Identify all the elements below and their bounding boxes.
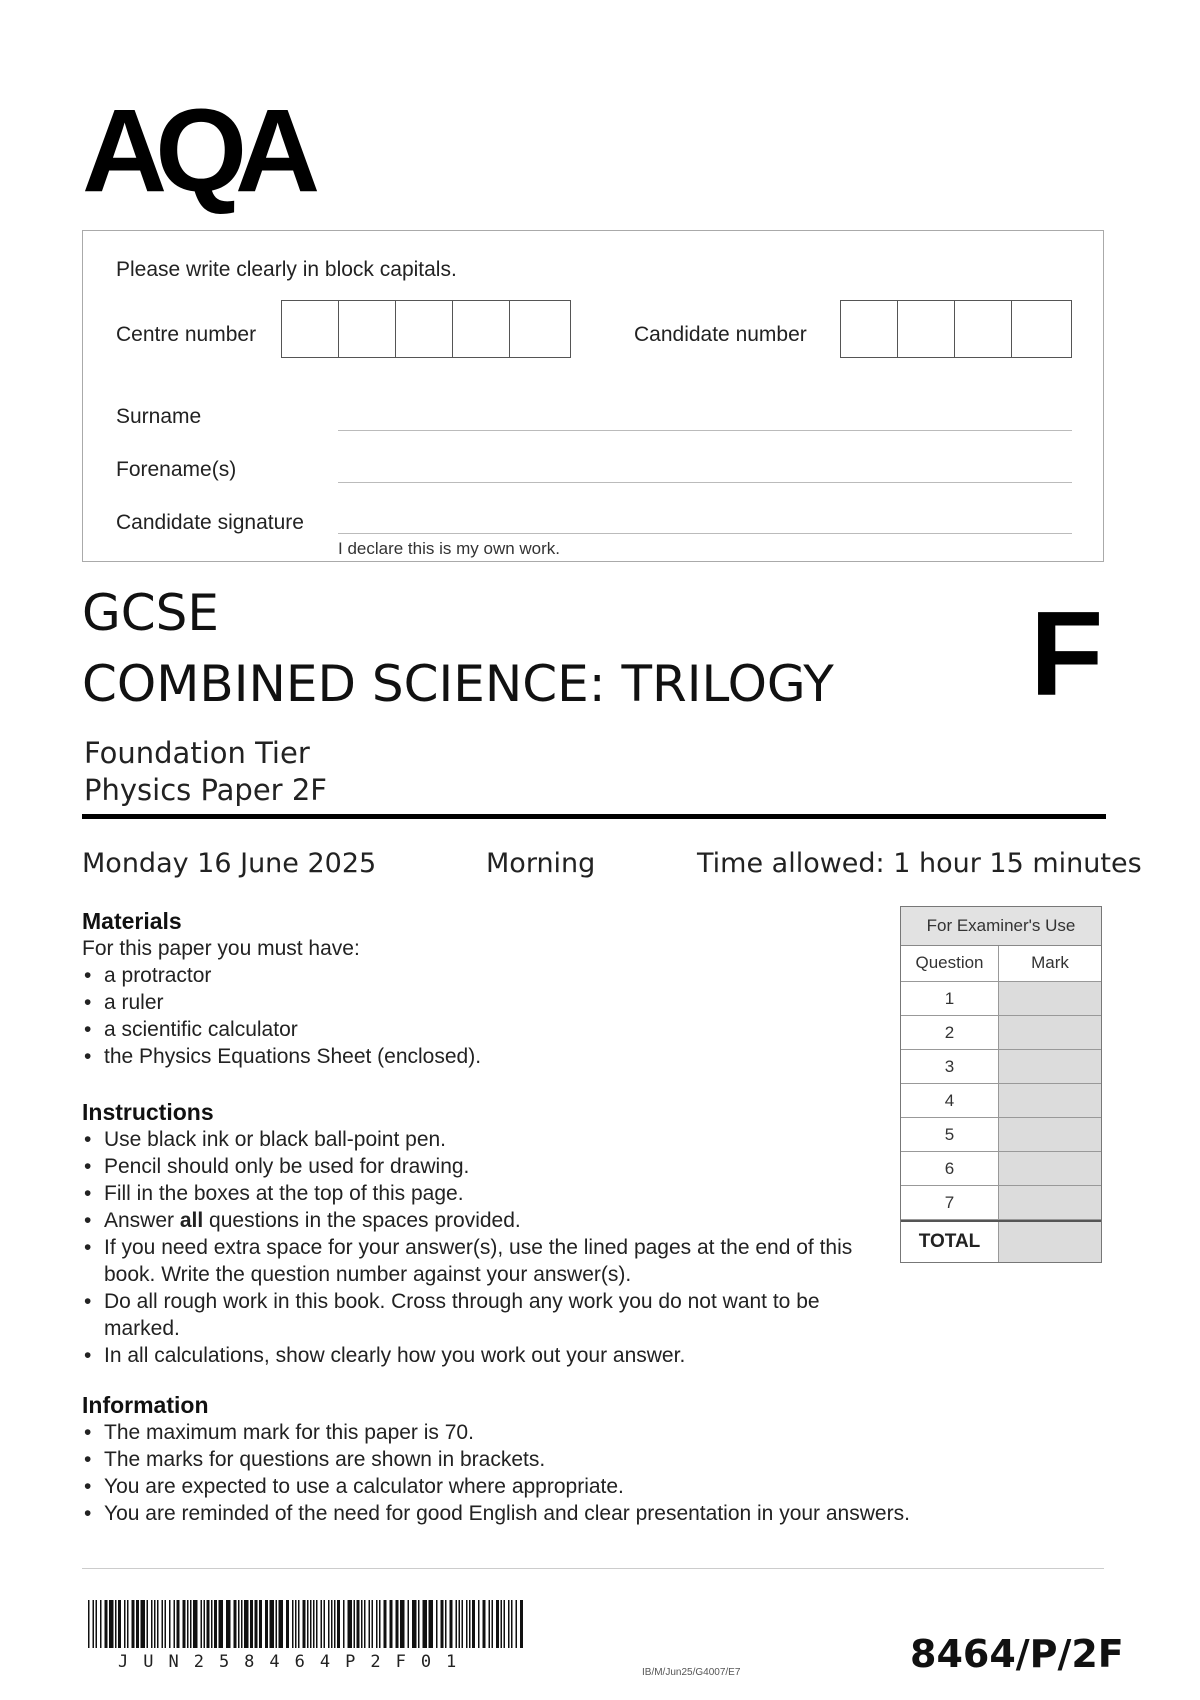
barcode-bar — [472, 1600, 475, 1648]
question-number: 1 — [901, 982, 999, 1015]
barcode-bar — [193, 1600, 198, 1648]
centre-number-digit-box[interactable] — [396, 301, 453, 357]
barcode-bar — [234, 1600, 237, 1648]
information-list — [82, 1419, 1082, 1527]
mark-cell — [999, 1050, 1101, 1083]
mark-cell — [999, 1152, 1101, 1185]
table-row — [901, 982, 1101, 1016]
barcode-image — [88, 1600, 528, 1650]
barcode-bar — [241, 1600, 243, 1648]
barcode-bar — [124, 1600, 126, 1648]
barcode-bar — [88, 1600, 90, 1648]
centre-number-digit-box[interactable] — [282, 301, 339, 357]
barcode-bar — [396, 1600, 399, 1648]
list-item: • You are expected to use a calculator where appropriate. — [82, 1473, 1082, 1500]
barcode-bar — [303, 1600, 306, 1648]
question-number: 6 — [901, 1152, 999, 1185]
barcode-number: JUN258464P2F01 — [118, 1652, 472, 1672]
barcode-bar — [141, 1600, 146, 1648]
question-column-header: Question — [901, 946, 999, 981]
barcode-bar — [204, 1600, 206, 1648]
barcode-bar — [450, 1600, 453, 1648]
centre-number-boxes[interactable] — [281, 300, 571, 358]
materials-intro: For this paper you must have: — [82, 937, 360, 960]
signature-label: Candidate signature — [116, 511, 304, 534]
barcode-bar — [321, 1600, 323, 1648]
footer-divider — [82, 1568, 1104, 1569]
barcode-bar — [265, 1600, 268, 1648]
table-row — [901, 1050, 1101, 1084]
barcode-bar — [489, 1600, 491, 1648]
candidate-number-label: Candidate number — [634, 323, 807, 346]
examiner-table-header-row — [901, 946, 1101, 982]
title-divider — [82, 814, 1106, 819]
barcode-bar — [279, 1600, 284, 1648]
materials-list — [82, 962, 882, 1070]
barcode-bar — [100, 1600, 102, 1648]
barcode-bar — [418, 1600, 420, 1648]
list-item: • a protractor — [82, 962, 882, 989]
barcode-bar — [384, 1600, 387, 1648]
barcode-bar — [162, 1600, 164, 1648]
mark-cell — [999, 1084, 1101, 1117]
barcode-bar — [310, 1600, 312, 1648]
question-number: 7 — [901, 1186, 999, 1219]
barcode-bar — [354, 1600, 356, 1648]
barcode-bar — [508, 1600, 510, 1648]
barcode-bar — [429, 1600, 434, 1648]
subject-title: COMBINED SCIENCE: TRILOGY — [82, 655, 834, 713]
block-capitals-instruction: Please write clearly in block capitals. — [116, 258, 457, 281]
barcode-bar — [93, 1600, 95, 1648]
barcode-bar — [357, 1600, 360, 1648]
barcode-bar — [313, 1600, 315, 1648]
table-row — [901, 1016, 1101, 1050]
list-item: • The marks for questions are shown in brackets. — [82, 1446, 1082, 1473]
barcode-bar — [157, 1600, 159, 1648]
candidate-number-digit-box[interactable] — [841, 301, 898, 357]
barcode-bar — [492, 1600, 494, 1648]
examiner-use-table — [900, 906, 1102, 1263]
candidate-number-digit-box[interactable] — [898, 301, 955, 357]
instructions-section — [82, 1099, 882, 1369]
barcode-bar — [201, 1600, 203, 1648]
list-item: • The maximum mark for this paper is 70. — [82, 1419, 1082, 1446]
forenames-label: Forename(s) — [116, 458, 237, 481]
barcode-bar — [151, 1600, 153, 1648]
aqa-logo: AQA — [82, 85, 309, 217]
information-heading: Information — [82, 1392, 209, 1418]
barcode-bar — [361, 1600, 363, 1648]
barcode-bar — [334, 1600, 336, 1648]
barcode-bar — [259, 1600, 262, 1648]
paper-code: 8464/P/2F — [910, 1632, 1124, 1676]
barcode-bar — [316, 1600, 318, 1648]
mark-cell — [999, 1118, 1101, 1151]
barcode-bar — [115, 1600, 117, 1648]
instructions-list — [82, 1126, 882, 1369]
barcode-bar — [504, 1600, 506, 1648]
centre-number-digit-box[interactable] — [510, 301, 567, 357]
list-item: • Do all rough work in this book. Cross through any work you do not want to be marked. — [82, 1288, 882, 1342]
barcode-bar — [400, 1600, 405, 1648]
barcode-bar — [183, 1600, 186, 1648]
tier-letter: F — [1030, 587, 1104, 721]
list-item: • Pencil should only be used for drawing. — [82, 1153, 882, 1180]
barcode-bar — [187, 1600, 189, 1648]
declaration-text: I declare this is my own work. — [338, 539, 561, 558]
barcode-bar — [376, 1600, 378, 1648]
barcode-bar — [154, 1600, 156, 1648]
surname-line[interactable] — [338, 430, 1072, 431]
list-item: • If you need extra space for your answer(s), use the lined pages at the end of this book. Write the question number against your answer(s). — [82, 1234, 882, 1288]
barcode-bar — [238, 1600, 240, 1648]
total-row — [901, 1220, 1101, 1262]
barcode-bar — [190, 1600, 192, 1648]
barcode-bar — [96, 1600, 98, 1648]
barcode-bar — [177, 1600, 180, 1648]
total-label: TOTAL — [901, 1222, 999, 1262]
table-row — [901, 1152, 1101, 1186]
barcode-bar — [136, 1600, 139, 1648]
barcode-bar — [165, 1600, 167, 1648]
list-item: • Use black ink or black ball-point pen. — [82, 1126, 882, 1153]
mark-column-header: Mark — [1031, 953, 1069, 972]
table-row — [901, 1084, 1101, 1118]
materials-heading: Materials — [82, 908, 182, 934]
barcode-bar — [127, 1600, 129, 1648]
time-allowed: Time allowed: 1 hour 15 minutes — [697, 848, 1142, 879]
barcode-bar — [298, 1600, 300, 1648]
barcode-bar — [511, 1600, 513, 1648]
barcode-bar — [337, 1600, 340, 1648]
centre-number-digit-box[interactable] — [339, 301, 396, 357]
barcode-bar — [459, 1600, 461, 1648]
barcode-bar — [369, 1600, 371, 1648]
list-item: • Fill in the boxes at the top of this page. — [82, 1180, 882, 1207]
barcode-bar — [219, 1600, 224, 1648]
barcode-bar — [207, 1600, 210, 1648]
paper-label: Physics Paper 2F — [84, 773, 327, 807]
barcode-bar — [328, 1600, 330, 1648]
barcode-bar — [441, 1600, 444, 1648]
barcode-bar — [445, 1600, 447, 1648]
question-number: 5 — [901, 1118, 999, 1151]
barcode-bar — [348, 1600, 353, 1648]
total-mark-cell — [999, 1222, 1101, 1262]
barcode-bar — [520, 1600, 523, 1648]
barcode-bar — [372, 1600, 374, 1648]
barcode-bar — [379, 1600, 381, 1648]
barcode-bar — [226, 1600, 231, 1648]
list-item: • the Physics Equations Sheet (enclosed). — [82, 1043, 882, 1070]
barcode-bar — [478, 1600, 480, 1648]
list-item: • a scientific calculator — [82, 1016, 882, 1043]
list-item: • In all calculations, show clearly how you work out your answer. — [82, 1342, 882, 1369]
barcode-bar — [244, 1600, 249, 1648]
centre-number-label: Centre number — [116, 323, 257, 346]
list-item: • Answer all questions in the spaces provided. — [82, 1207, 882, 1234]
signature-line[interactable] — [338, 533, 1072, 534]
mark-cell — [999, 1016, 1101, 1049]
barcode-bar — [364, 1600, 366, 1648]
barcode-bar — [456, 1600, 458, 1648]
barcode-bar — [331, 1600, 333, 1648]
barcode-bar — [412, 1600, 417, 1648]
barcode-bar — [292, 1600, 294, 1648]
barcode-bar — [174, 1600, 176, 1648]
barcode-bar — [286, 1600, 289, 1648]
barcode-bar — [118, 1600, 121, 1648]
candidate-number-digit-box[interactable] — [1012, 301, 1069, 357]
barcode-bar — [211, 1600, 213, 1648]
list-item: • You are reminded of the need for good English and clear presentation in your answers. — [82, 1500, 1082, 1527]
exam-date: Monday 16 June 2025 — [82, 848, 377, 879]
barcode-bar — [343, 1600, 345, 1648]
mark-cell — [999, 1186, 1101, 1219]
instructions-heading: Instructions — [82, 1099, 214, 1125]
exam-session: Morning — [486, 848, 596, 879]
barcode-bar — [250, 1600, 253, 1648]
candidate-number-boxes[interactable] — [840, 300, 1072, 358]
table-row — [901, 1186, 1101, 1220]
materials-section — [82, 908, 882, 1070]
mark-cell — [999, 982, 1101, 1015]
barcode-bar — [169, 1600, 171, 1648]
barcode-bar — [466, 1600, 468, 1648]
list-item: • a ruler — [82, 989, 882, 1016]
tier-label: Foundation Tier — [84, 736, 310, 770]
barcode-bar — [214, 1600, 217, 1648]
barcode-bar — [423, 1600, 428, 1648]
question-number: 2 — [901, 1016, 999, 1049]
barcode-bar — [307, 1600, 309, 1648]
barcode-bar — [496, 1600, 499, 1648]
examiner-table-title: For Examiner's Use — [901, 907, 1101, 946]
question-number: 3 — [901, 1050, 999, 1083]
barcode-bar — [109, 1600, 114, 1648]
question-number: 4 — [901, 1084, 999, 1117]
barcode-bar — [324, 1600, 326, 1648]
barcode-bar — [295, 1600, 297, 1648]
barcode-bar — [469, 1600, 471, 1648]
barcode-bar — [462, 1600, 464, 1648]
surname-label: Surname — [116, 405, 202, 428]
barcode-bar — [516, 1600, 518, 1648]
candidate-number-digit-box[interactable] — [955, 301, 1012, 357]
table-row — [901, 1118, 1101, 1152]
barcode-bar — [270, 1600, 275, 1648]
barcode-bar — [276, 1600, 278, 1648]
forenames-line[interactable] — [338, 482, 1072, 483]
barcode-bar — [436, 1600, 438, 1648]
barcode-bar — [390, 1600, 393, 1648]
centre-number-digit-box[interactable] — [453, 301, 510, 357]
barcode-bar — [483, 1600, 486, 1648]
qualification-title: GCSE — [82, 584, 219, 642]
barcode-bar — [147, 1600, 149, 1648]
barcode-bar — [105, 1600, 108, 1648]
barcode-bar — [408, 1600, 410, 1648]
barcode-bar — [501, 1600, 503, 1648]
document-reference: IB/M/Jun25/G4007/E7 — [642, 1667, 741, 1678]
barcode-bar — [255, 1600, 258, 1648]
barcode-bar — [132, 1600, 135, 1648]
information-section — [82, 1392, 1082, 1527]
